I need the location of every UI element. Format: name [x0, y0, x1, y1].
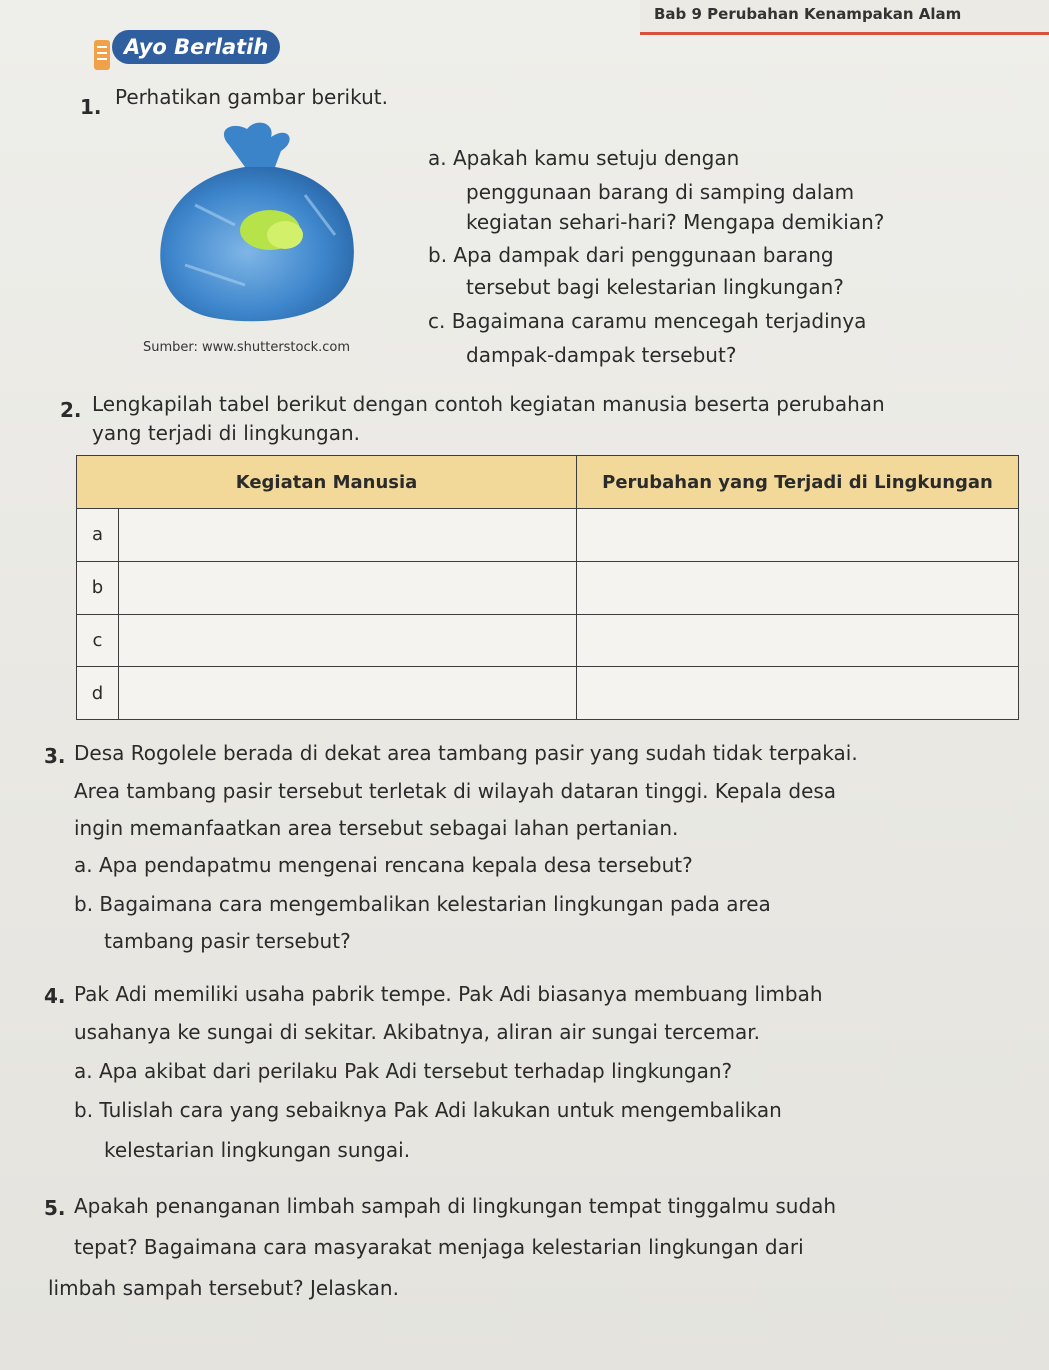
- q1-line: a. Apakah kamu setuju dengan: [428, 146, 740, 170]
- q5-line: tepat? Bagaimana cara masyarakat menjaga kelestarian lingkungan dari: [74, 1235, 804, 1259]
- q4-line: b. Tulislah cara yang sebaiknya Pak Adi lakukan untuk mengembalikan: [74, 1098, 782, 1122]
- q4-number: 4.: [44, 984, 66, 1008]
- q3-line: tambang pasir tersebut?: [104, 929, 351, 953]
- q3-line: b. Bagaimana cara mengembalikan kelestarian lingkungan pada area: [74, 892, 771, 916]
- table-row: [77, 561, 1019, 614]
- q5-line: Apakah penanganan limbah sampah di lingkungan tempat tinggalmu sudah: [74, 1194, 837, 1218]
- q1-line: c. Bagaimana caramu mencegah terjadinya: [428, 309, 867, 333]
- q4-line: kelestarian lingkungan sungai.: [104, 1138, 411, 1162]
- q2-number: 2.: [60, 398, 82, 422]
- q1-line: kegiatan sehari-hari? Mengapa demikian?: [466, 210, 885, 234]
- activity-cell[interactable]: [119, 614, 577, 667]
- row-label: d: [77, 667, 119, 720]
- change-cell[interactable]: [577, 614, 1019, 667]
- change-cell[interactable]: [577, 667, 1019, 720]
- q3-line: Area tambang pasir tersebut terletak di wilayah dataran tinggi. Kepala desa: [74, 779, 837, 803]
- image-credit: Sumber: www.shutterstock.com: [143, 340, 351, 355]
- q4-line: usahanya ke sungai di sekitar. Akibatnya, aliran air sungai tercemar.: [74, 1020, 760, 1044]
- header-activity: Kegiatan Manusia: [77, 456, 577, 509]
- q1-line: b. Apa dampak dari penggunaan barang: [428, 243, 834, 267]
- q3-number: 3.: [44, 744, 66, 768]
- q1-line: penggunaan barang di samping dalam: [466, 180, 855, 204]
- q5-number: 5.: [44, 1196, 66, 1220]
- q1-prompt: Perhatikan gambar berikut.: [115, 85, 388, 109]
- chapter-title: Bab 9 Perubahan Kenampakan Alam: [654, 5, 962, 23]
- section-title: Ayo Berlatih: [112, 30, 280, 64]
- row-label: b: [77, 561, 119, 614]
- table-row: [77, 614, 1019, 667]
- plastic-bag-image: [125, 115, 415, 337]
- q4-line: a. Apa akibat dari perilaku Pak Adi tersebut terhadap lingkungan?: [74, 1059, 733, 1083]
- activity-cell[interactable]: [119, 561, 577, 614]
- change-cell[interactable]: [577, 561, 1019, 614]
- q3-line: a. Apa pendapatmu mengenai rencana kepala desa tersebut?: [74, 853, 693, 877]
- q1-line: dampak-dampak tersebut?: [466, 343, 737, 367]
- q5-line: limbah sampah tersebut? Jelaskan.: [48, 1276, 399, 1300]
- activity-table: [76, 455, 1019, 720]
- q1-line: tersebut bagi kelestarian lingkungan?: [466, 275, 844, 299]
- q3-line: ingin memanfaatkan area tersebut sebagai lahan pertanian.: [74, 816, 679, 840]
- q2-line: Lengkapilah tabel berikut dengan contoh kegiatan manusia beserta perubahan: [92, 392, 885, 416]
- row-label: a: [77, 509, 119, 562]
- q3-line: Desa Rogolele berada di dekat area tambang pasir yang sudah tidak terpakai.: [74, 741, 858, 765]
- activity-cell[interactable]: [119, 509, 577, 562]
- change-cell[interactable]: [577, 509, 1019, 562]
- table-row: [77, 509, 1019, 562]
- q1-number: 1.: [80, 95, 102, 119]
- chapter-header: [640, 0, 1049, 35]
- table-header-row: [77, 456, 1019, 509]
- q4-line: Pak Adi memiliki usaha pabrik tempe. Pak Adi biasanya membuang limbah: [74, 982, 823, 1006]
- book-icon: [94, 40, 110, 70]
- q2-line: yang terjadi di lingkungan.: [92, 421, 361, 445]
- activity-cell[interactable]: [119, 667, 577, 720]
- header-change: Perubahan yang Terjadi di Lingkungan: [577, 456, 1019, 509]
- row-label: c: [77, 614, 119, 667]
- table-row: [77, 667, 1019, 720]
